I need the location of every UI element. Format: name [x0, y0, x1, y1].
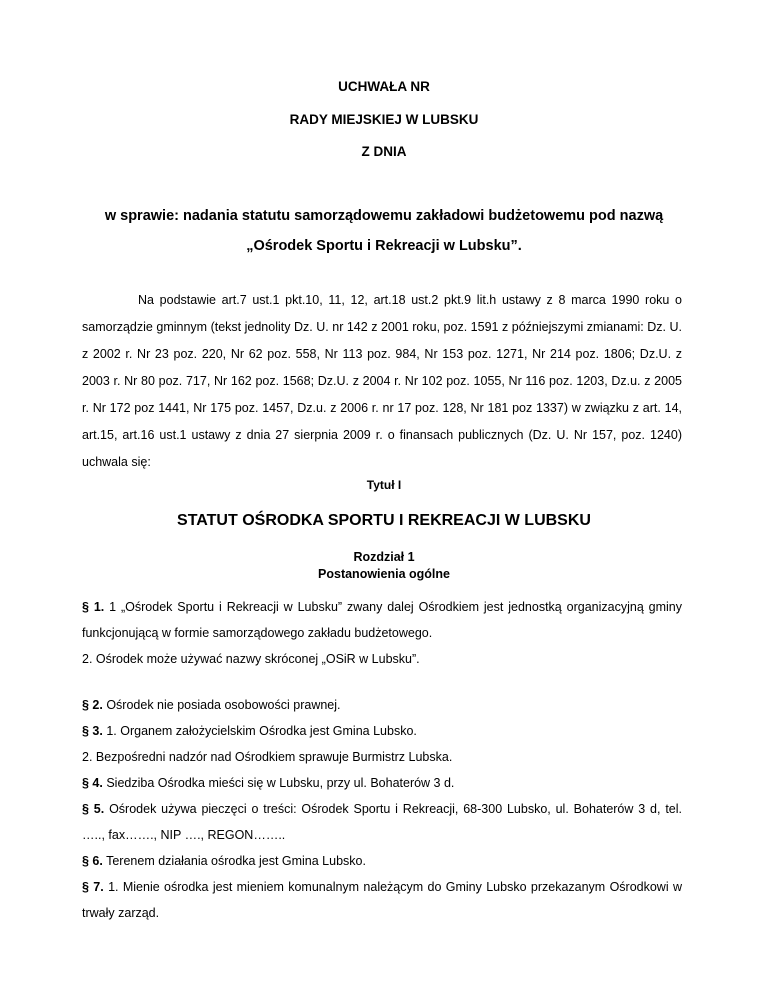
- paragraph-sign: § 5.: [82, 802, 105, 816]
- paragraph-sign: § 6.: [82, 854, 103, 868]
- paragraph-text: 1 „Ośrodek Sportu i Rekreacji w Lubsku” zwany dalej Ośrodkiem jest jednostką organizacyjną gminy funkcjonującą w formie samorządowego zakładu budżetowego.: [82, 600, 683, 640]
- subject-line-2: „Ośrodek Sportu i Rekreacji w Lubsku”.: [246, 238, 522, 254]
- paragraph-text: 1. Organem założycielskim Ośrodka jest Gmina Lubsko.: [102, 724, 417, 738]
- paragraph-sign: § 1.: [82, 600, 105, 614]
- paragraph-text: Terenem działania ośrodka jest Gmina Lubsko.: [102, 854, 366, 868]
- paragraph-sign: § 7.: [82, 880, 104, 894]
- chapter-heading: [0, 549, 768, 583]
- resolution-subject: [60, 201, 708, 261]
- legal-basis: [82, 287, 682, 476]
- paragraph-text: Ośrodek nie posiada osobowości prawnej.: [102, 698, 341, 712]
- paragraph-3: [82, 718, 682, 744]
- council-name: RADY MIEJSKIEJ W LUBSKU: [289, 112, 479, 127]
- paragraph-1: [82, 594, 682, 672]
- paragraphs-2-7: [82, 692, 682, 926]
- paragraph-1-item-1: [82, 594, 682, 646]
- paragraph-1-item-2: 2. Ośrodek może używać nazwy skróconej „OSiR w Lubsku”.: [82, 652, 420, 666]
- title-heading: Tytuł I: [366, 478, 402, 492]
- subject-line-1: w sprawie: nadania statutu samorządowemu zakładowi budżetowemu pod nazwą: [104, 208, 664, 224]
- paragraph-text: Siedziba Ośrodka mieści się w Lubsku, przy ul. Bohaterów 3 d.: [102, 776, 455, 790]
- paragraph-3-item-2: 2. Bezpośredni nadzór nad Ośrodkiem sprawuje Burmistrz Lubska.: [82, 750, 453, 764]
- paragraph-sign: § 3.: [82, 724, 103, 738]
- paragraph-6: [82, 848, 682, 874]
- paragraph-text: Ośrodek używa pieczęci o treści: Ośrodek Sportu i Rekreacji, 68-300 Lubsko, ul. Bohaterów 3 d, tel. ….., fax……., NIP …., REGON……..: [82, 802, 682, 842]
- resolution-date: Z DNIA: [361, 144, 407, 159]
- chapter-number: Rozdział 1: [353, 550, 415, 564]
- paragraph-4: [82, 770, 682, 796]
- statute-title: STATUT OŚRODKA SPORTU I REKREACJI W LUBSKU: [177, 512, 591, 529]
- chapter-name: Postanowienia ogólne: [318, 567, 450, 581]
- paragraph-sign: § 4.: [82, 776, 103, 790]
- paragraph-7: [82, 874, 682, 926]
- resolution-number: UCHWAŁA NR: [338, 79, 430, 94]
- paragraph-text: 1. Mienie ośrodka jest mieniem komunalnym należącym do Gminy Lubsko przekazanym Ośrodkowi w trwały zarząd.: [82, 880, 682, 920]
- paragraph-5: [82, 796, 682, 848]
- paragraph-sign: § 2.: [82, 698, 103, 712]
- paragraph-2: [82, 692, 682, 718]
- legal-basis-text: Na podstawie art.7 ust.1 pkt.10, 11, 12, art.18 ust.2 pkt.9 lit.h ustawy z 8 marca 1990 roku o samorządzie gminnym (tekst jednolity Dz. U. nr 142 z 2001 roku, poz. 1591 z późniejszymi zmianami: Dz. U. z 2002 r. Nr 23 poz. 220, Nr 62 poz. 558, Nr 113 poz. 984, Nr 153 poz. 1271, Nr 214 poz. 1806; Dz.U. z 2003 r. Nr 80 poz. 717, Nr 162 poz. 1568; Dz.U. z 2004 r. Nr 102 poz. 1055, Nr 116 poz. 1203, Dz.u. z 2005 r. Nr 172 poz 1441, Nr 175 poz. 1457, Dz.u. z 2006 r. nr 17 poz. 128, Nr 181 poz 1337) w związku z art. 14, art.15, art.16 ust.1 ustawy z dnia 27 sierpnia 2009 r. o finansach publicznych (Dz. U. Nr 157, poz. 1240) uchwala się:: [82, 293, 682, 469]
